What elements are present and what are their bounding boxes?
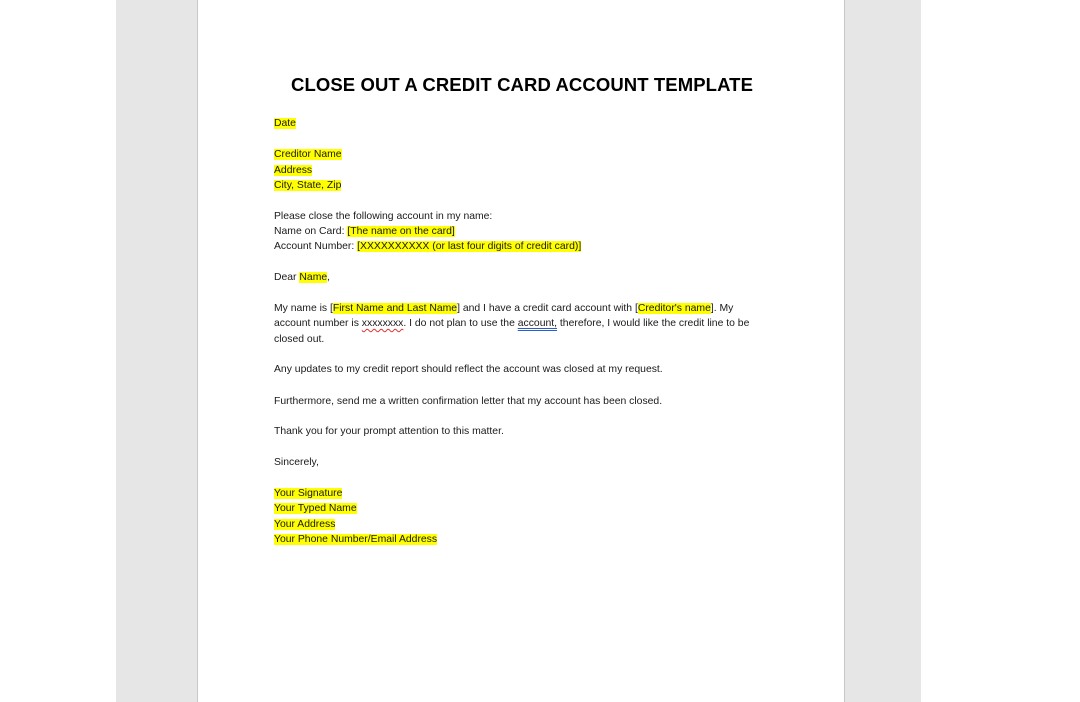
grammar-flagged-word[interactable]: account, [517,318,558,329]
document-page[interactable] [197,0,845,702]
paragraph-confirmation: Furthermore, send me a written confirmation letter that my account has been closed. [274,396,663,407]
creditor-address-line [274,164,312,177]
full-name-placeholder: First Name and Last Name [332,303,458,314]
creditor-name-inline-placeholder: Creditor's name [637,303,711,314]
salutation-name-placeholder: Name [299,272,328,283]
date-placeholder: Date [274,118,296,129]
contact-line [274,533,437,546]
body-line-3: closed out. [274,334,325,345]
date-line [274,117,296,130]
contact-placeholder: Your Phone Number/Email Address [274,534,438,545]
salutation-line [274,271,330,284]
creditor-city-placeholder: City, State, Zip [274,180,342,191]
name-on-card-placeholder: [The name on the card] [347,226,455,237]
body-line-1 [274,302,733,315]
account-number-label: Account Number: [274,241,358,252]
body-text: account number is [274,318,362,329]
creditor-city-line [274,179,341,192]
name-on-card-line [274,225,455,238]
salutation-suffix: , [327,272,331,283]
creditor-address-placeholder: Address [274,165,313,176]
name-on-card-label: Name on Card: [274,226,348,237]
closing: Sincerely, [274,457,319,468]
body-text: My name is [ [274,303,333,314]
body-text: . I do not plan to use the [403,318,518,329]
typed-name-placeholder: Your Typed Name [274,503,357,514]
account-number-inline[interactable]: xxxxxxxx [361,318,404,329]
signature-line [274,487,342,500]
your-address-placeholder: Your Address [274,519,336,530]
paragraph-updates: Any updates to my credit report should reflect the account was closed at my request. [274,364,663,375]
account-number-placeholder: [XXXXXXXXXX (or last four digits of credit card)] [357,241,582,252]
request-intro: Please close the following account in my name: [274,211,493,222]
paragraph-thanks: Thank you for your prompt attention to this matter. [274,426,504,437]
body-line-2 [274,317,749,330]
body-text: ] and I have a credit card account with [ [457,303,638,314]
signature-placeholder: Your Signature [274,488,343,499]
your-address-line [274,518,335,531]
salutation-prefix: Dear [274,272,300,283]
creditor-name-placeholder: Creditor Name [274,149,342,160]
creditor-name-line [274,148,342,161]
typed-name-line [274,502,357,515]
account-number-line [274,240,581,253]
body-text: therefore, I would like the credit line to be [557,318,750,329]
body-text: ]. My [710,303,734,314]
document-title: CLOSE OUT A CREDIT CARD ACCOUNT TEMPLATE [290,74,754,95]
